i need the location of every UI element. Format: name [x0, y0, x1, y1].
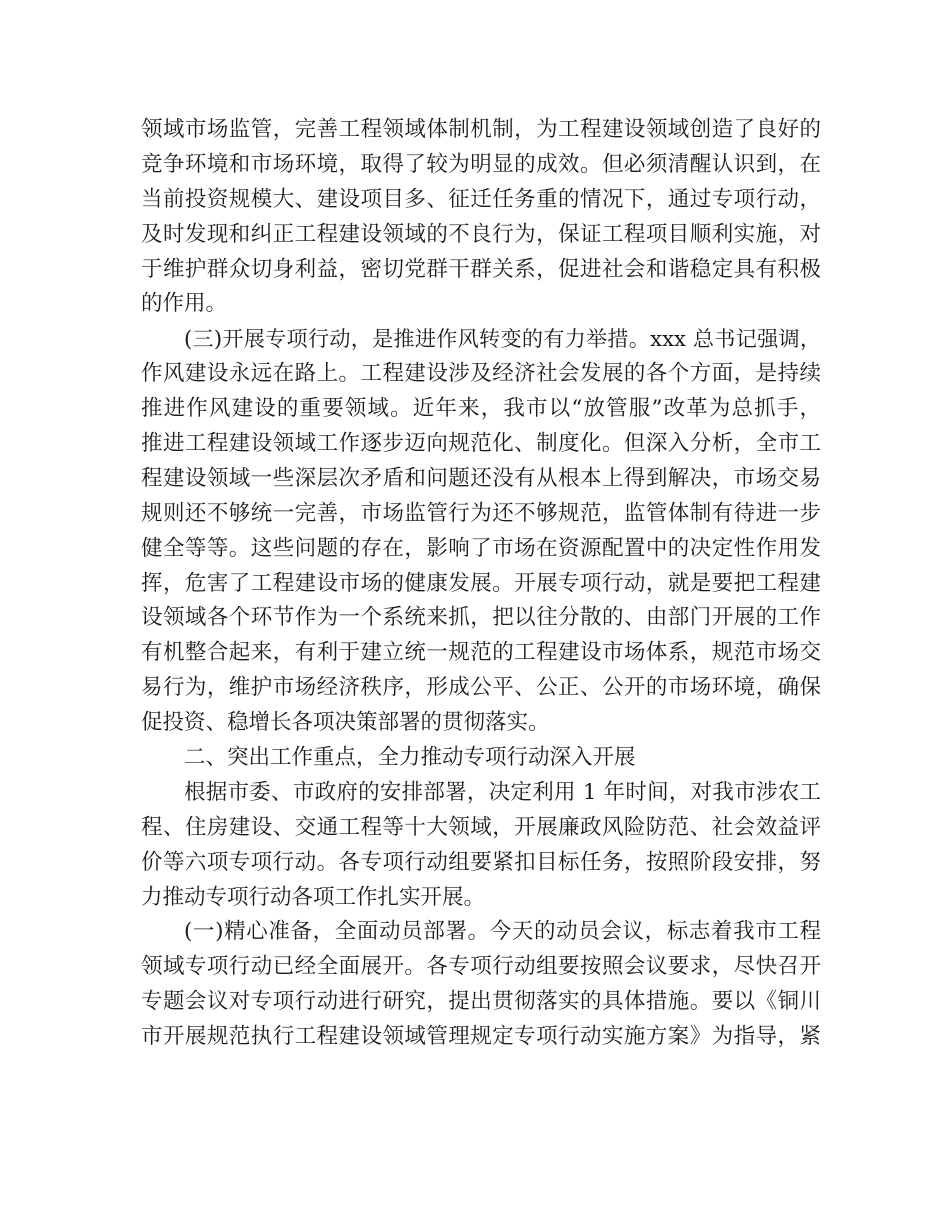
text-line: 根据市委、市政府的安排部署，决定利用 1 年时间，对我市涉农工 — [184, 779, 821, 805]
text-line: 价等六项专项行动。各专项行动组要紧扣目标任务，按照阶段安排，努 — [141, 849, 821, 875]
text-line: 领域专项行动已经全面展开。各专项行动组要按照会议要求，尽快召开 — [141, 954, 821, 980]
text-line: 力推动专项行动各项工作扎实开展。 — [141, 884, 486, 910]
text-line: 作风建设永远在路上。工程建设涉及经济社会发展的各个方面，是持续 — [141, 361, 821, 387]
text-line: 竞争环境和市场环境，取得了较为明显的成效。但必须清醒认识到，在 — [141, 151, 821, 177]
text-line: 设领域各个环节作为一个系统来抓，把以往分散的、由部门开展的工作 — [141, 605, 821, 631]
document-body — [141, 113, 821, 1055]
text-line: 推进工程建设领域工作逐步迈向规范化、制度化。但深入分析，全市工 — [141, 431, 821, 457]
text-line: 于维护群众切身利益，密切党群干群关系，促进社会和谐稳定具有积极 — [141, 256, 821, 282]
text-line: 及时发现和纠正工程建设领域的不良行为，保证工程项目顺利实施，对 — [141, 221, 821, 247]
text-line: 推进作风建设的重要领域。近年来，我市以“放管服”改革为总抓手， — [141, 396, 821, 422]
text-line: 健全等等。这些问题的存在，影响了市场在资源配置中的决定性作用发 — [141, 535, 821, 561]
text-line: 挥，危害了工程建设市场的健康发展。开展专项行动，就是要把工程建 — [141, 570, 821, 596]
text-line: 当前投资规模大、建设项目多、征迁任务重的情况下，通过专项行动， — [141, 186, 821, 212]
text-line: 领域市场监管，完善工程领域体制机制，为工程建设领域创造了良好的 — [141, 117, 821, 142]
text-line: 程建设领域一些深层次矛盾和问题还没有从根本上得到解决，市场交易 — [141, 465, 821, 491]
text-line: 专题会议对专项行动进行研究，提出贯彻落实的具体措施。要以《铜川 — [141, 989, 821, 1015]
text-line: 二、突出工作重点，全力推动专项行动深入开展 — [184, 745, 636, 771]
text-line: 程、住房建设、交通工程等十大领域，开展廉政风险防范、社会效益评 — [141, 814, 821, 840]
text-line: 易行为，维护市场经济秩序，形成公平、公正、公开的市场环境，确保 — [141, 675, 821, 701]
text-line: 有机整合起来，有利于建立统一规范的工程建设市场体系，规范市场交 — [141, 640, 821, 666]
text-line: (三)开展专项行动，是推进作风转变的有力举措。xxx 总书记强调， — [184, 326, 821, 352]
text-line: 的作用。 — [141, 291, 228, 317]
text-line: 促投资、稳增长各项决策部署的贯彻落实。 — [141, 710, 550, 736]
text-line: (一)精心准备，全面动员部署。今天的动员会议，标志着我市工程 — [184, 919, 821, 945]
text-line: 市开展规范执行工程建设领域管理规定专项行动实施方案》为指导，紧 — [141, 1024, 821, 1050]
text-line: 规则还不够统一完善，市场监管行为还不够规范，监管体制有待进一步 — [141, 500, 821, 526]
